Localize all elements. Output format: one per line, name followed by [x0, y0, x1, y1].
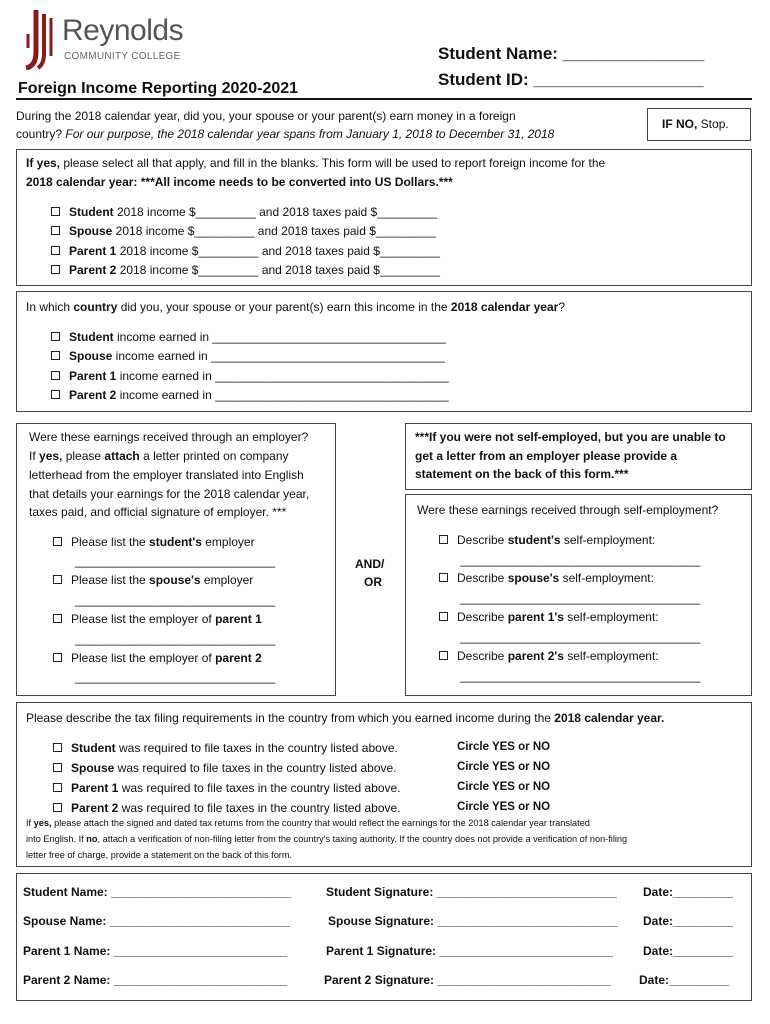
selfemp-blank-parent-2[interactable]: ____________________________________ [460, 669, 701, 683]
selfemp-item-parent-2[interactable] [439, 649, 659, 663]
tax-q-a: Please describe the tax filing requirements in the country from which you earned income during the [26, 711, 555, 725]
checkbox[interactable] [53, 743, 62, 752]
checkbox[interactable] [51, 246, 60, 255]
selfemp-item-spouse[interactable] [439, 571, 654, 585]
selfemp-item-who: student's [507, 533, 561, 547]
selfemp-blank-spouse[interactable]: ____________________________________ [460, 591, 701, 605]
tax-row-student[interactable] [53, 741, 398, 755]
employer-item-who: parent 1 [215, 612, 262, 626]
if-no-stop [662, 117, 729, 131]
tax-section [16, 702, 752, 867]
parent-2-name-line[interactable]: Parent 2 Name: __________________________ [23, 973, 288, 987]
checkbox[interactable] [439, 651, 448, 660]
selfemp-item-student[interactable] [439, 533, 655, 547]
employer-item-parent-2[interactable] [53, 651, 262, 665]
student-id-field[interactable]: Student ID: __________________ [438, 70, 704, 89]
if-no-label: IF NO, [662, 117, 698, 131]
income-instruction-text: please select all that apply, and fill in the blanks. This form will be used to report foreign income for the [60, 156, 606, 170]
logo-mark-icon [22, 8, 58, 70]
selfemp-item-pre: Describe [457, 571, 508, 585]
country-section [16, 291, 752, 412]
circle-yes-no[interactable]: Circle YES or NO [457, 741, 551, 753]
employer-q2c: please [62, 449, 105, 463]
income-row-spouse[interactable] [51, 224, 436, 238]
checkbox[interactable] [53, 614, 62, 623]
note-line-3: statement on the back of this form.*** [415, 467, 629, 481]
employer-q2a: If [29, 449, 40, 463]
parent-1-signature-line[interactable]: Parent 1 Signature: __________________________ [326, 944, 613, 958]
student-signature-line[interactable]: Student Signature: ___________________________ [326, 885, 617, 899]
income-instruction-1 [26, 156, 605, 170]
selfemp-blank-parent-1[interactable]: ____________________________________ [460, 630, 701, 644]
or-label: OR [364, 575, 382, 589]
tax-note-line-3: letter free of charge, provide a statement on the back of this form. [26, 850, 293, 860]
checkbox[interactable] [439, 573, 448, 582]
employer-q2b: yes, [39, 449, 63, 463]
income-instruction-2: 2018 calendar year: ***All income needs to be converted into US Dollars.*** [26, 175, 453, 189]
if-yes-label: If yes, [26, 156, 61, 170]
intro-date-range: For our purpose, the 2018 calendar year spans from January 1, 2018 to December 31, 2018 [65, 127, 555, 141]
logo-name: Reynolds [62, 14, 184, 47]
tax-row-spouse[interactable] [53, 761, 397, 775]
parent-2-date-line[interactable]: Date:_________ [639, 973, 730, 987]
country-q-e: ? [558, 300, 565, 314]
checkbox[interactable] [439, 535, 448, 544]
spouse-name-line[interactable]: Spouse Name: ___________________________ [23, 914, 290, 928]
selfemp-item-post: self-employment: [563, 649, 659, 663]
if-no-box [647, 108, 751, 141]
country-q-a: In which [26, 300, 74, 314]
employer-q-line-2 [29, 449, 289, 463]
parent-2-signature-line[interactable]: Parent 2 Signature: __________________________ [324, 973, 611, 987]
employer-blank-student[interactable]: ______________________________ [75, 554, 276, 568]
country-row-parent-2[interactable] [51, 388, 449, 402]
checkbox[interactable] [51, 226, 60, 235]
country-who: Spouse [69, 349, 113, 363]
intro-line-1: During the 2018 calendar year, did you, your spouse or your parent(s) earn money in a foreign [16, 109, 516, 123]
tax-question [26, 711, 664, 725]
country-q-b: country [73, 300, 118, 314]
tax-who: Spouse [71, 761, 115, 775]
employer-item-pre: Please list the employer of [71, 612, 216, 626]
intro-question-end: country? [16, 127, 66, 141]
checkbox[interactable] [53, 537, 62, 546]
note-line-1: ***If you were not self-employed, but you are unable to [415, 430, 726, 444]
employer-item-pre: Please list the employer of [71, 651, 216, 665]
note-2b: no [86, 834, 98, 844]
income-section [16, 149, 752, 286]
tax-who: Student [71, 741, 116, 755]
note-line-2: get a letter from an employer please provide a [415, 449, 678, 463]
income-who: Spouse [69, 224, 113, 238]
tax-rest: was required to file taxes in the country listed above. [118, 781, 401, 795]
employer-q-line-1: Were these earnings received through an employer? [29, 430, 309, 444]
form-title: Foreign Income Reporting 2020-2021 [18, 80, 299, 97]
employer-item-who: parent 2 [215, 651, 262, 665]
income-blanks[interactable]: 2018 income $_________ and 2018 taxes paid $_________ [113, 205, 438, 219]
country-row-spouse[interactable] [51, 349, 445, 363]
student-date-line[interactable]: Date:_________ [643, 885, 734, 899]
tax-q-b: 2018 calendar year. [554, 711, 665, 725]
circle-yes-no[interactable]: Circle YES or NO [457, 761, 551, 773]
note-1b: yes, [33, 818, 52, 828]
selfemp-item-who: parent 1's [507, 610, 564, 624]
income-who: Parent 1 [69, 244, 117, 258]
country-question [26, 300, 565, 314]
checkbox[interactable] [51, 371, 60, 380]
employer-item-who: student's [149, 535, 202, 549]
selfemp-item-post: self-employment: [559, 571, 654, 585]
student-name-field[interactable]: Student Name: _______________ [438, 44, 705, 63]
selfemp-item-pre: Describe [457, 533, 508, 547]
income-who: Student [69, 205, 114, 219]
checkbox[interactable] [51, 351, 60, 360]
spouse-signature-line[interactable]: Spouse Signature: ___________________________ [328, 914, 618, 928]
parent-1-name-line[interactable]: Parent 1 Name: __________________________ [23, 944, 288, 958]
self-employment-section [405, 494, 752, 696]
checkbox[interactable] [53, 803, 62, 812]
selfemp-item-post: self-employment: [560, 533, 656, 547]
checkbox[interactable] [53, 575, 62, 584]
country-row-student[interactable] [51, 330, 446, 344]
income-blanks[interactable]: 2018 income $_________ and 2018 taxes paid $_________ [112, 224, 436, 238]
income-row-student[interactable] [51, 205, 437, 219]
country-q-d: 2018 calendar year [450, 300, 559, 314]
country-who: Parent 2 [69, 388, 117, 402]
circle-yes-no[interactable]: Circle YES or NO [457, 781, 551, 793]
country-blank[interactable]: income earned in ___________________________________ [113, 330, 446, 344]
selfemp-question: Were these earnings received through self-employment? [417, 503, 719, 517]
country-blank[interactable]: income earned in ___________________________________ [112, 349, 445, 363]
tax-note-line-1 [26, 818, 590, 828]
intro-line-2 [16, 127, 554, 141]
selfemp-item-pre: Describe [457, 649, 508, 663]
employer-blank-parent-2[interactable]: ______________________________ [75, 670, 276, 684]
employer-item-student[interactable] [53, 535, 255, 549]
stop-label: Stop. [697, 117, 729, 131]
circle-yes-no[interactable]: Circle YES or NO [457, 801, 551, 813]
logo-subtitle: COMMUNITY COLLEGE [64, 51, 181, 62]
tax-note-line-2 [26, 834, 627, 844]
and-label: AND/ [355, 557, 385, 571]
tax-rest: was required to file taxes in the country listed above. [118, 801, 401, 815]
employer-item-pre: Please list the [71, 535, 150, 549]
note-1c: please attach the signed and dated tax returns from the country that would reflect the earnings for the 2018 calendar year translated [51, 818, 590, 828]
tax-who: Parent 2 [71, 801, 119, 815]
parent-1-date-line[interactable]: Date:_________ [643, 944, 734, 958]
employer-blank-spouse[interactable]: ______________________________ [75, 593, 276, 607]
student-name-line[interactable]: Student Name: ___________________________ [23, 885, 292, 899]
note-1a: If [26, 818, 34, 828]
selfemp-item-who: parent 2's [507, 649, 564, 663]
employer-q2d: attach [104, 449, 140, 463]
country-q-c: did you, your spouse or your parent(s) earn this income in the [117, 300, 451, 314]
note-2c: , attach a verification of non-filing letter from the country's taxing authority. If the country does not provide a verification of non-filing [97, 834, 628, 844]
college-logo [22, 8, 202, 70]
spouse-date-line[interactable]: Date:_________ [643, 914, 734, 928]
checkbox[interactable] [53, 783, 62, 792]
country-blank[interactable]: income earned in ___________________________________ [116, 388, 449, 402]
income-blanks[interactable]: 2018 income $_________ and 2018 taxes paid $_________ [116, 244, 440, 258]
employer-item-post: employer [200, 573, 254, 587]
checkbox[interactable] [51, 332, 60, 341]
tax-row-parent-1[interactable] [53, 781, 401, 795]
income-row-parent-2[interactable] [51, 263, 440, 277]
employer-item-pre: Please list the [71, 573, 150, 587]
selfemp-item-parent-1[interactable] [439, 610, 659, 624]
income-who: Parent 2 [69, 263, 117, 277]
employer-item-parent-1[interactable] [53, 612, 262, 626]
selfemp-item-post: self-employment: [563, 610, 659, 624]
tax-rest: was required to file taxes in the country listed above. [115, 741, 398, 755]
employer-q2e: a letter printed on company [139, 449, 289, 463]
employer-q-line-4: that details your earnings for the 2018 calendar year, [29, 487, 310, 501]
self-employment-note [405, 423, 752, 490]
country-row-parent-1[interactable] [51, 369, 449, 383]
employer-blank-parent-1[interactable]: ______________________________ [75, 632, 276, 646]
checkbox[interactable] [51, 390, 60, 399]
employer-item-post: employer [201, 535, 255, 549]
selfemp-blank-student[interactable]: ____________________________________ [460, 553, 701, 567]
checkbox[interactable] [439, 612, 448, 621]
checkbox[interactable] [51, 207, 60, 216]
tax-row-parent-2[interactable] [53, 801, 401, 815]
employer-item-spouse[interactable] [53, 573, 253, 587]
income-row-parent-1[interactable] [51, 244, 440, 258]
checkbox[interactable] [53, 653, 62, 662]
signature-section [16, 873, 752, 1001]
selfemp-item-pre: Describe [457, 610, 508, 624]
country-who: Student [69, 330, 114, 344]
income-blanks[interactable]: 2018 income $_________ and 2018 taxes paid $_________ [116, 263, 440, 277]
country-blank[interactable]: income earned in ___________________________________ [116, 369, 449, 383]
selfemp-item-who: spouse's [507, 571, 560, 585]
employer-section [16, 423, 336, 696]
checkbox[interactable] [53, 763, 62, 772]
country-who: Parent 1 [69, 369, 117, 383]
header-rule [16, 98, 752, 100]
tax-who: Parent 1 [71, 781, 119, 795]
employer-item-who: spouse's [149, 573, 201, 587]
employer-q-line-3: letterhead from the employer translated into English [29, 468, 304, 482]
employer-q-line-5: taxes paid, and official signature of employer. *** [29, 505, 287, 519]
checkbox[interactable] [51, 265, 60, 274]
note-2a: into English. If [26, 834, 87, 844]
tax-rest: was required to file taxes in the country listed above. [114, 761, 397, 775]
